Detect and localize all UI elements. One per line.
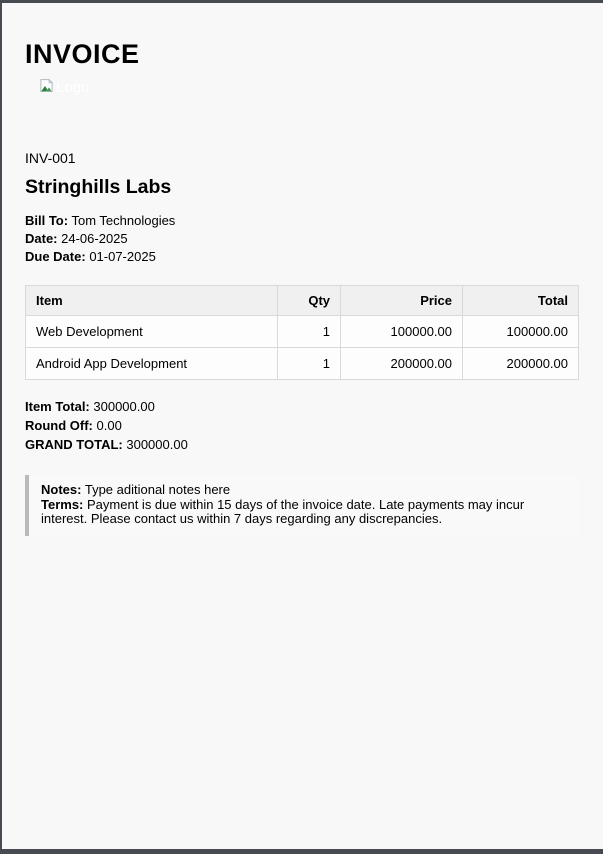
logo — [39, 80, 579, 96]
due-date-value: 01-07-2025 — [89, 249, 156, 264]
cell-total: 200000.00 — [463, 348, 579, 380]
items-table — [25, 285, 579, 380]
terms-value: Payment is due within 15 days of the invoice date. Late payments may incur interest. Please contact us within 7 days regarding any discrepancies. — [41, 496, 525, 526]
cell-total: 100000.00 — [463, 316, 579, 348]
totals-section — [25, 398, 579, 453]
notes-terms-box — [25, 475, 579, 536]
invoice-number: INV-001 — [25, 150, 76, 166]
page-title: INVOICE — [25, 39, 140, 69]
due-date-label: Due Date: — [25, 249, 86, 264]
table-row — [26, 316, 579, 348]
logo-alt-text: Logo — [56, 79, 90, 96]
cell-price: 200000.00 — [341, 348, 463, 380]
notes-line — [41, 483, 567, 498]
terms-label: Terms: — [41, 496, 84, 512]
header-total: Total — [463, 286, 579, 316]
broken-image-icon — [39, 78, 54, 98]
table-row — [26, 348, 579, 380]
bill-to-label: Bill To: — [25, 213, 69, 228]
header-price: Price — [341, 286, 463, 316]
cell-item: Web Development — [26, 316, 278, 348]
date-line — [25, 231, 579, 247]
header-item: Item — [26, 286, 278, 316]
invoice-meta — [25, 213, 579, 265]
round-off-line — [25, 417, 579, 434]
bill-to-line — [25, 213, 579, 229]
grand-total-label: GRAND TOTAL: — [25, 437, 123, 452]
date-value: 24-06-2025 — [61, 231, 128, 246]
table-header-row — [26, 286, 579, 316]
company-name: Stringhills Labs — [25, 176, 172, 198]
notes-label: Notes: — [41, 482, 82, 497]
cell-qty: 1 — [278, 316, 341, 348]
round-off-label: Round Off: — [25, 418, 93, 433]
grand-total-value: 300000.00 — [126, 437, 188, 452]
bill-to-value: Tom Technologies — [71, 213, 176, 228]
date-label: Date: — [25, 231, 58, 246]
item-total-value: 300000.00 — [93, 399, 155, 414]
notes-value: Type aditional notes here — [84, 482, 231, 497]
terms-line — [41, 498, 567, 527]
item-total-line — [25, 398, 579, 415]
grand-total-line — [25, 436, 579, 453]
cell-price: 100000.00 — [341, 316, 463, 348]
cell-item: Android App Development — [26, 348, 278, 380]
item-total-label: Item Total: — [25, 399, 90, 414]
header-qty: Qty — [278, 286, 341, 316]
round-off-value: 0.00 — [96, 418, 122, 433]
due-date-line — [25, 249, 579, 265]
cell-qty: 1 — [278, 348, 341, 380]
